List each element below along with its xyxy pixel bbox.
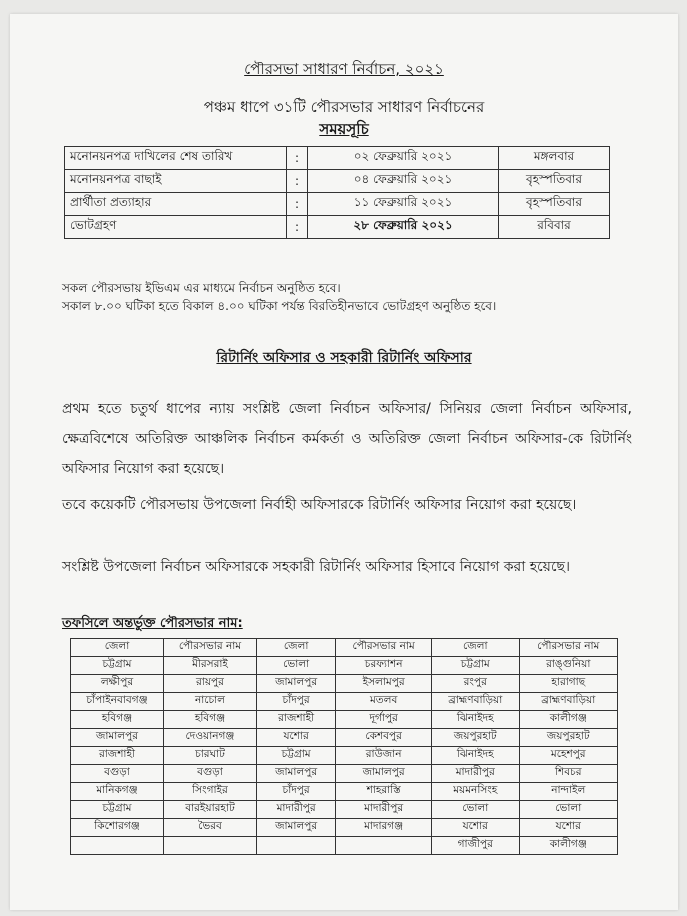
municipality-cell: বারইয়ারহাট — [163, 801, 256, 819]
schedule-date: ০২ ফেব্রুয়ারি ২০২১ — [308, 147, 499, 170]
municipality-cell: মীরসরাই — [163, 657, 256, 675]
paragraph-1: প্রথম হতে চতুর্থ ধাপের ন্যায় সংশ্লিষ্ট জেলা নির্বাচন অফিসার/ সিনিয়র জেলা নির্বাচন অফিসার, ক্ষেত্রবিশেষে অতিরিক্ত আঞ্চলিক নির্বাচন কর্মকর্তা ও অতিরিক্ত জেলা নির্বাচন অফিসার-কে রিটার্নিং অফিসার নিয়োগ করা হয়েছে। — [62, 401, 632, 477]
schedule-heading: সময়সূচি — [319, 120, 369, 138]
municipality-cell: বগুড়া — [163, 765, 256, 783]
schedule-day: বৃহস্পতিবার — [499, 170, 610, 193]
table-row — [71, 837, 618, 855]
district-cell: ঝিনাইদহ — [432, 711, 520, 729]
header-municipality: পৌরসভার নাম — [163, 639, 256, 657]
municipality-cell: ব্রাহ্মণবাড়িয়া — [519, 693, 617, 711]
municipality-cell: ভৈরব — [163, 819, 256, 837]
municipality-cell: মাদারগঞ্জ — [336, 819, 432, 837]
municipality-cell: যশোর — [519, 819, 617, 837]
municipality-cell: মতলব — [336, 693, 432, 711]
schedule-colon: : — [287, 216, 308, 239]
district-cell: চট্টগ্রাম — [432, 657, 520, 675]
table-row — [71, 729, 618, 747]
schedule-day: বৃহস্পতিবার — [499, 193, 610, 216]
municipality-cell: মহেশপুর — [519, 747, 617, 765]
municipality-cell: চরফ্যাশন — [336, 657, 432, 675]
header-municipality: পৌরসভার নাম — [519, 639, 617, 657]
document-page — [10, 14, 678, 910]
district-cell: রংপুর — [432, 675, 520, 693]
schedule-event: মনোনয়নপত্র বাছাই — [65, 170, 287, 193]
schedule-row — [65, 216, 610, 239]
table-row — [71, 801, 618, 819]
district-cell: মাদারীপুর — [256, 801, 335, 819]
district-cell: রাজশাহী — [256, 711, 335, 729]
municipality-cell: শাহরাস্তি — [336, 783, 432, 801]
district-cell: জামালপুর — [71, 729, 164, 747]
schedule-event: ভোটগ্রহণ — [65, 216, 287, 239]
district-cell: জামালপুর — [256, 765, 335, 783]
note-voting-hours: সকাল ৮.০০ ঘটিকা হতে বিকাল ৪.০০ ঘটিকা পর্যন্ত বিরতিহীনভাবে ভোটগ্রহণ অনুষ্ঠিত হবে। — [62, 299, 497, 313]
schedule-colon: : — [287, 170, 308, 193]
header-municipality: পৌরসভার নাম — [336, 639, 432, 657]
table-row — [71, 819, 618, 837]
municipality-cell: জয়পুরহাট — [519, 729, 617, 747]
table-row — [71, 783, 618, 801]
district-cell: জামালপুর — [256, 819, 335, 837]
district-cell — [71, 837, 164, 855]
paragraph-3: সংশ্লিষ্ট উপজেলা নির্বাচন অফিসারকে সহকারী রিটার্নিং অফিসার হিসাবে নিয়োগ করা হয়েছে। — [62, 559, 571, 575]
district-cell: চাঁদপুর — [256, 783, 335, 801]
district-cell: গাজীপুর — [432, 837, 520, 855]
district-cell: চাঁপাইনবাবগঞ্জ — [71, 693, 164, 711]
document-subtitle: পঞ্চম ধাপে ৩১টি পৌরসভার সাধারণ নির্বাচনের — [203, 98, 485, 116]
district-cell: কিশোরগঞ্জ — [71, 819, 164, 837]
municipality-cell: কালীগঞ্জ — [519, 837, 617, 855]
list-heading: তফসিলে অন্তর্ভুক্ত পৌরসভার নাম: — [62, 616, 243, 631]
municipality-cell: নাচোল — [163, 693, 256, 711]
notes — [62, 279, 662, 315]
municipality-cell: দূর্গাপুর — [336, 711, 432, 729]
paragraph-2: তবে কয়েকটি পৌরসভায় উপজেলা নির্বাহী অফিসারকে রিটার্নিং অফিসার নিয়োগ করা হয়েছে। — [62, 497, 577, 513]
district-cell: জয়পুরহাট — [432, 729, 520, 747]
municipality-cell: শিবচর — [519, 765, 617, 783]
municipality-cell: রায়পুর — [163, 675, 256, 693]
note-evm: সকল পৌরসভায় ইভিএম এর মাধ্যমে নির্বাচন অনুষ্ঠিত হবে। — [62, 281, 341, 295]
district-cell: ঝিনাইদহ — [432, 747, 520, 765]
district-cell — [256, 837, 335, 855]
district-cell: মানিকগঞ্জ — [71, 783, 164, 801]
municipality-cell: নান্দাইল — [519, 783, 617, 801]
table-row — [71, 693, 618, 711]
district-cell: জামালপুর — [256, 675, 335, 693]
section-heading: রিটার্নিং অফিসার ও সহকারী রিটার্নিং অফিসার — [216, 350, 472, 366]
municipality-cell: সিংগাইর — [163, 783, 256, 801]
table-row — [71, 747, 618, 765]
municipality-cell: ইসলামপুর — [336, 675, 432, 693]
schedule-row — [65, 147, 610, 170]
table-row — [71, 711, 618, 729]
district-cell: চাঁদপুর — [256, 693, 335, 711]
header-district: জেলা — [71, 639, 164, 657]
district-cell: চট্টগ্রাম — [256, 747, 335, 765]
schedule-colon: : — [287, 193, 308, 216]
header-district: জেলা — [432, 639, 520, 657]
municipality-cell — [336, 837, 432, 855]
schedule-date: ১১ ফেব্রুয়ারি ২০২১ — [308, 193, 499, 216]
table-row — [71, 765, 618, 783]
district-cell: বগুড়া — [71, 765, 164, 783]
schedule-event: মনোনয়নপত্র দাখিলের শেষ তারিখ — [65, 147, 287, 170]
district-cell: ভোলা — [256, 657, 335, 675]
district-cell: যশোর — [256, 729, 335, 747]
table-row — [71, 675, 618, 693]
municipality-cell: ভোলা — [519, 801, 617, 819]
schedule-event: প্রার্থীতা প্রত্যাহার — [65, 193, 287, 216]
municipality-cell: জামালপুর — [336, 765, 432, 783]
schedule-row — [65, 193, 610, 216]
municipality-cell: দেওয়ানগঞ্জ — [163, 729, 256, 747]
district-cell: ভোলা — [432, 801, 520, 819]
district-cell: চট্টগ্রাম — [71, 801, 164, 819]
municipality-cell: রাঙ্গুনিয়া — [519, 657, 617, 675]
document-title: পৌরসভা সাধারণ নির্বাচন, ২০২১ — [244, 60, 444, 78]
schedule-day: মঙ্গলবার — [499, 147, 610, 170]
municipality-cell — [163, 837, 256, 855]
table-row — [71, 657, 618, 675]
header-district: জেলা — [256, 639, 335, 657]
district-cell: ব্রাহ্মণবাড়িয়া — [432, 693, 520, 711]
district-cell: হবিগঞ্জ — [71, 711, 164, 729]
municipality-cell: হারাগাছ — [519, 675, 617, 693]
schedule-table — [64, 146, 610, 239]
municipality-cell: কেশবপুর — [336, 729, 432, 747]
schedule-date: ০৪ ফেব্রুয়ারি ২০২১ — [308, 170, 499, 193]
municipality-cell: কালীগঞ্জ — [519, 711, 617, 729]
municipality-cell: রাউজান — [336, 747, 432, 765]
schedule-colon: : — [287, 147, 308, 170]
district-cell: ময়মনসিংহ — [432, 783, 520, 801]
district-cell: চট্টগ্রাম — [71, 657, 164, 675]
municipality-table — [70, 638, 618, 855]
district-cell: রাজশাহী — [71, 747, 164, 765]
schedule-date: ২৮ ফেব্রুয়ারি ২০২১ — [308, 216, 499, 239]
district-cell: লক্ষীপুর — [71, 675, 164, 693]
municipality-cell: হবিগঞ্জ — [163, 711, 256, 729]
municipality-cell: চারঘাট — [163, 747, 256, 765]
municipality-cell: মাদারীপুর — [336, 801, 432, 819]
table-header-row — [71, 639, 618, 657]
schedule-day: রবিবার — [499, 216, 610, 239]
district-cell: মাদারীপুর — [432, 765, 520, 783]
schedule-row — [65, 170, 610, 193]
district-cell: যশোর — [432, 819, 520, 837]
